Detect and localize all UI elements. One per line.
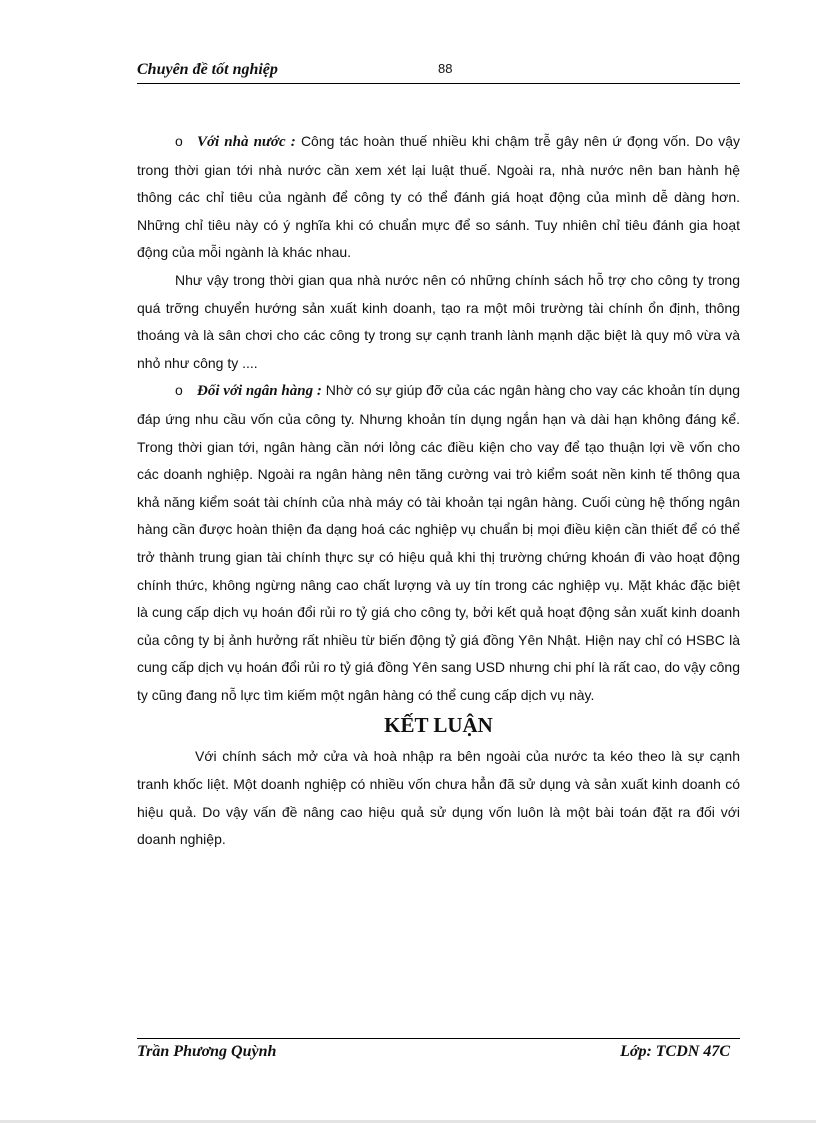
policy-paragraph: Như vậy trong thời gian qua nhà nước nên có những chính sách hỗ trợ cho công ty trong quá trỡng chuyển hướng sản xuất kinh doanh, tạo ra một môi trường tài chính ổn định, thông thoáng và là sân chơi cho các công ty trong sự cạnh tranh lành mạnh dặc biệt là quy mô vừa và nhỏ như công ty ....	[137, 271, 740, 371]
state-text: Công tác hoàn thuế nhiều khi chậm trễ gây nên ứ đọng vốn. Do vậy trong thời gian tới nhà nước cần xem xét lại luật thuế. Ngoài ra, nhà nước nên ban hành hệ thông các chỉ tiêu của ngành để công ty có thể đánh giá hoạt động của mình dễ dàng hơn. Những chỉ tiêu này có ý nghĩa khi có chuẩn mực để so sánh. Tuy nhiên chỉ tiêu đánh gia hoạt động của mỗi ngành là khác nhau.	[137, 133, 741, 261]
author-name: Trần Phương Quỳnh	[137, 1043, 277, 1060]
conclusion-heading: KẾT LUẬN	[384, 713, 493, 738]
header-divider	[137, 83, 740, 84]
bullet-marker: o	[175, 133, 183, 149]
page-header	[137, 58, 739, 82]
bullet-marker: o	[175, 382, 183, 399]
bank-text: Nhờ có sự giúp đỡ của các ngân hàng cho vay các khoản tín dụng đáp ứng nhu cầu vốn của công ty. Nhưng khoản tín dụng ngắn hạn và dài hạn không đáng kể. Trong thời gian tới, ngân hàng cần nới lỏng các điều kiện cho vay để tạo thuận lợi về vốn cho các doanh nghiệp. Ngoài ra ngân hàng nên tăng cường vai trò kiểm soát nền kinh tế thông qua khả năng kiểm soát tài chính của nhà máy có tài khoản tại ngân hàng. Cuối cùng hệ thống ngân hàng cần được hoàn thiện đa dạng hoá các nghiệp vụ chuẩn bị mọi điều kiện cần thiết để có thể trở thành trung gian tài chính thực sự có hiệu quả khi thị trường chứng khoán đi vào hoạt động chính thức, không ngừng nâng cao chất lượng và uy tín trong các nghiệp vụ. Mặt khác đặc biệt là cung cấp dịch vụ hoán đổi rủi ro tỷ giá cho công ty, bởi kết quả hoạt động sản xuất kinh doanh của công ty bị ảnh hưởng rất nhiều từ biến động tỷ giá đồng Yên Nhật. Hiện nay chỉ có HSBC là cung cấp dịch vụ hoán đổi rủi ro tỷ giá đồng Yên sang USD nhưng chi phí là rất cao, do vậy công ty cũng đang nỗ lực tìm kiếm một ngân hàng có thể cung cấp dịch vụ này.	[137, 382, 740, 703]
document-body	[137, 128, 740, 854]
footer-divider	[137, 1038, 740, 1039]
class-label: Lớp: TCDN 47C	[620, 1043, 730, 1060]
state-paragraph	[137, 128, 740, 267]
state-lead: Với nhà nước :	[197, 134, 296, 150]
document-title: Chuyên đề tốt nghiệp	[137, 61, 278, 78]
bank-lead: Đối với ngân hàng :	[197, 383, 322, 400]
page-footer	[137, 1043, 740, 1067]
page-number: 88	[438, 61, 453, 76]
conclusion-paragraph: Với chính sách mở cửa và hoà nhập ra bên ngoài của nước ta kéo theo là sự cạnh tranh khốc liệt. Một doanh nghiệp có nhiều vốn chưa hẳn đã sử dụng và sản xuất kinh doanh có hiệu quả. Do vậy vấn đề nâng cao hiệu quả sử dụng vốn luôn là một bài toán đặt ra đối với doanh nghiệp.	[137, 748, 740, 848]
bank-paragraph	[137, 377, 740, 709]
